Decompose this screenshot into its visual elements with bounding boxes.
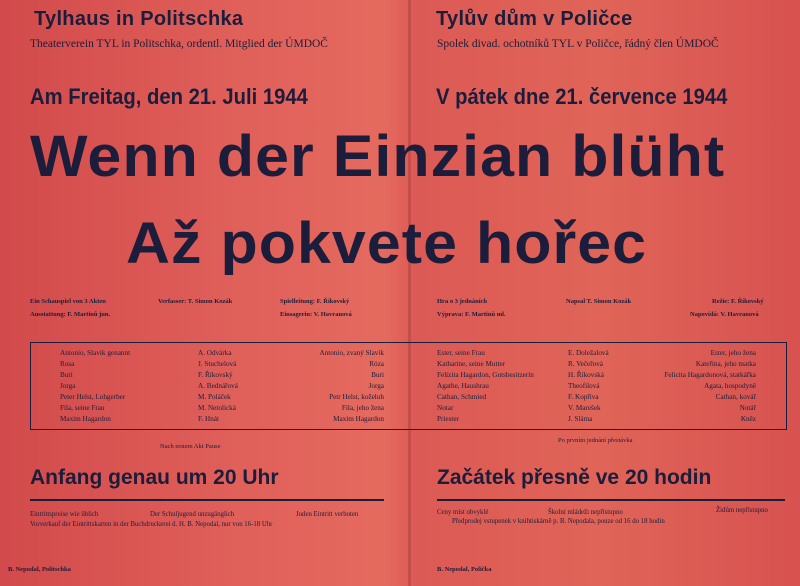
start-cz: Začátek přesně ve 20 hodin <box>437 466 712 489</box>
actor: M. Poláček <box>198 393 231 401</box>
cast-names-de <box>60 348 130 425</box>
design-de: Ausstattung: F. Martinů jun. <box>30 311 111 318</box>
cast-name: Fila, seine Frau <box>60 404 105 412</box>
start-de: Anfang genau um 20 Uhr <box>30 466 279 489</box>
fold-line <box>408 0 411 586</box>
cast-names-cz-2 <box>640 348 756 425</box>
title-cz: Až pokvete hořec <box>126 211 648 276</box>
cast-name: Priester <box>437 415 459 423</box>
cast-name: Katharine, seine Mutter <box>437 360 506 368</box>
youth-de: Der Schuljugend unzugänglich <box>150 511 235 518</box>
cast-name: Kněz <box>740 415 756 423</box>
cast-name: Notář <box>739 404 756 412</box>
cast-name: Maxim Hagardon <box>60 415 111 423</box>
title-de: Wenn der Einzian blüht <box>30 124 726 189</box>
cast-name: Antonio, Slavik genannt <box>60 349 131 357</box>
actor: A. Odvárka <box>198 349 232 357</box>
director-cz: Režie: F. Říkovský <box>712 298 764 305</box>
venue-de: Tylhaus in Politschka <box>34 8 244 30</box>
cast-name: Buri <box>371 371 384 379</box>
actor: V. Marešek <box>568 404 601 412</box>
cast-name: Felicita Hagardonová, statkářka <box>664 371 756 379</box>
pause-cz: Po prvním jednání přestávka <box>558 437 633 444</box>
printer-cz: B. Nepodal, Polička <box>437 566 492 573</box>
rule-de <box>30 499 384 501</box>
jews-de: Juden Eintritt verboten <box>296 511 359 518</box>
pause-de: Nach erstem Akt Pause <box>160 443 221 450</box>
actor: J. Stuchelová <box>198 360 237 368</box>
printer-de: B. Nepodal, Politschka <box>8 566 71 573</box>
cast-names-de-2 <box>437 348 534 425</box>
cast-name: Fila, jeho žena <box>341 404 384 412</box>
prices-de: Eintrittspreise wie üblich <box>30 511 99 518</box>
cast-name: Felizita Hagardon, Gutsbesitzerin <box>437 371 534 379</box>
presale-cz: Předprodej vstupenek v knihtiskárně p. B. Nepodala, pouze od 16 do 18 hodin <box>452 518 665 525</box>
society-cz: Spolek divad. ochotníků TYL v Poličce, řádný člen ÚMDOČ <box>437 38 719 50</box>
author-cz: Napsal T. Simon Kozák <box>566 298 632 305</box>
actor: J. Slámа <box>568 415 593 423</box>
cast-name: Jorga <box>60 382 76 390</box>
cast-name: Kateřina, jeho matka <box>695 360 756 368</box>
cast-name: Cathan, Schmied <box>437 393 487 401</box>
society-de: Theaterverein TYL in Politschka, ordentl. Mitglied der ÚMDOČ <box>30 38 328 50</box>
youth-cz: Školní mládeži nepřístupno <box>548 509 623 516</box>
cast-name: Cathan, kovář <box>715 393 756 401</box>
actors-1 <box>198 348 238 425</box>
date-de: Am Freitag, den 21. Juli 1944 <box>30 84 308 109</box>
design-cz: Výprava: F. Martinů ml. <box>437 311 506 318</box>
cast-name: Petr Helst, koželuh <box>329 393 384 401</box>
actor: Theofilová <box>568 382 600 390</box>
actor: F. Říkovský <box>198 371 233 379</box>
venue-cz: Tylův dům v Poličce <box>436 8 633 30</box>
genre-de: Ein Schauspiel von 3 Akten <box>30 298 106 305</box>
cast-name: Ester, seine Frau <box>437 349 485 357</box>
cast-name: Antonio, zvaný Slavík <box>319 349 384 357</box>
actor: F. Hnát <box>198 415 219 423</box>
director-de: Spielleitung: F. Říkovský <box>280 298 350 305</box>
cast-name: Róza <box>369 360 384 368</box>
prices-cz: Ceny míst obvyklé <box>437 509 489 516</box>
actor: F. Kopřiva <box>568 393 599 401</box>
cast-name: Agathe, Haushrau <box>437 382 489 390</box>
cast-names-cz-1 <box>290 348 384 425</box>
cast-name: Peter Helst, Lohgerber <box>60 393 126 401</box>
cast-name: Maxim Hagardon <box>333 415 384 423</box>
actor: E. Doležalová <box>568 349 609 357</box>
jews-cz: Židům nepřístupno <box>716 507 768 514</box>
genre-cz: Hra o 3 jednáních <box>437 298 488 305</box>
actors-2 <box>568 348 609 425</box>
consultant-cz: Napovídá: V. Havranová <box>690 311 759 318</box>
cast-name: Ester, jeho žena <box>710 349 756 357</box>
actor: H. Říkovská <box>568 371 604 379</box>
cast-name: Buri <box>60 371 73 379</box>
cast-name: Agata, hospodyně <box>704 382 756 390</box>
presale-de: Vorverkauf der Eintrittskarten in der Buchdruckerei d. H. B. Nepodal, nur von 16-18 Uhr <box>30 521 273 528</box>
author-de: Verfasser: T. Simon Kozák <box>158 298 233 305</box>
cast-name: Notar <box>437 404 454 412</box>
actor: M. Netolická <box>198 404 236 412</box>
cast-name: Jorga <box>368 382 384 390</box>
actor: A. Bednářová <box>198 382 238 390</box>
cast-name: Rosa <box>60 360 75 368</box>
rule-cz <box>437 499 785 501</box>
consultant-de: Einsagerin: V. Havranová <box>280 311 352 318</box>
actor: R. Večeřová <box>568 360 603 368</box>
date-cz: V pátek dne 21. července 1944 <box>436 84 728 109</box>
